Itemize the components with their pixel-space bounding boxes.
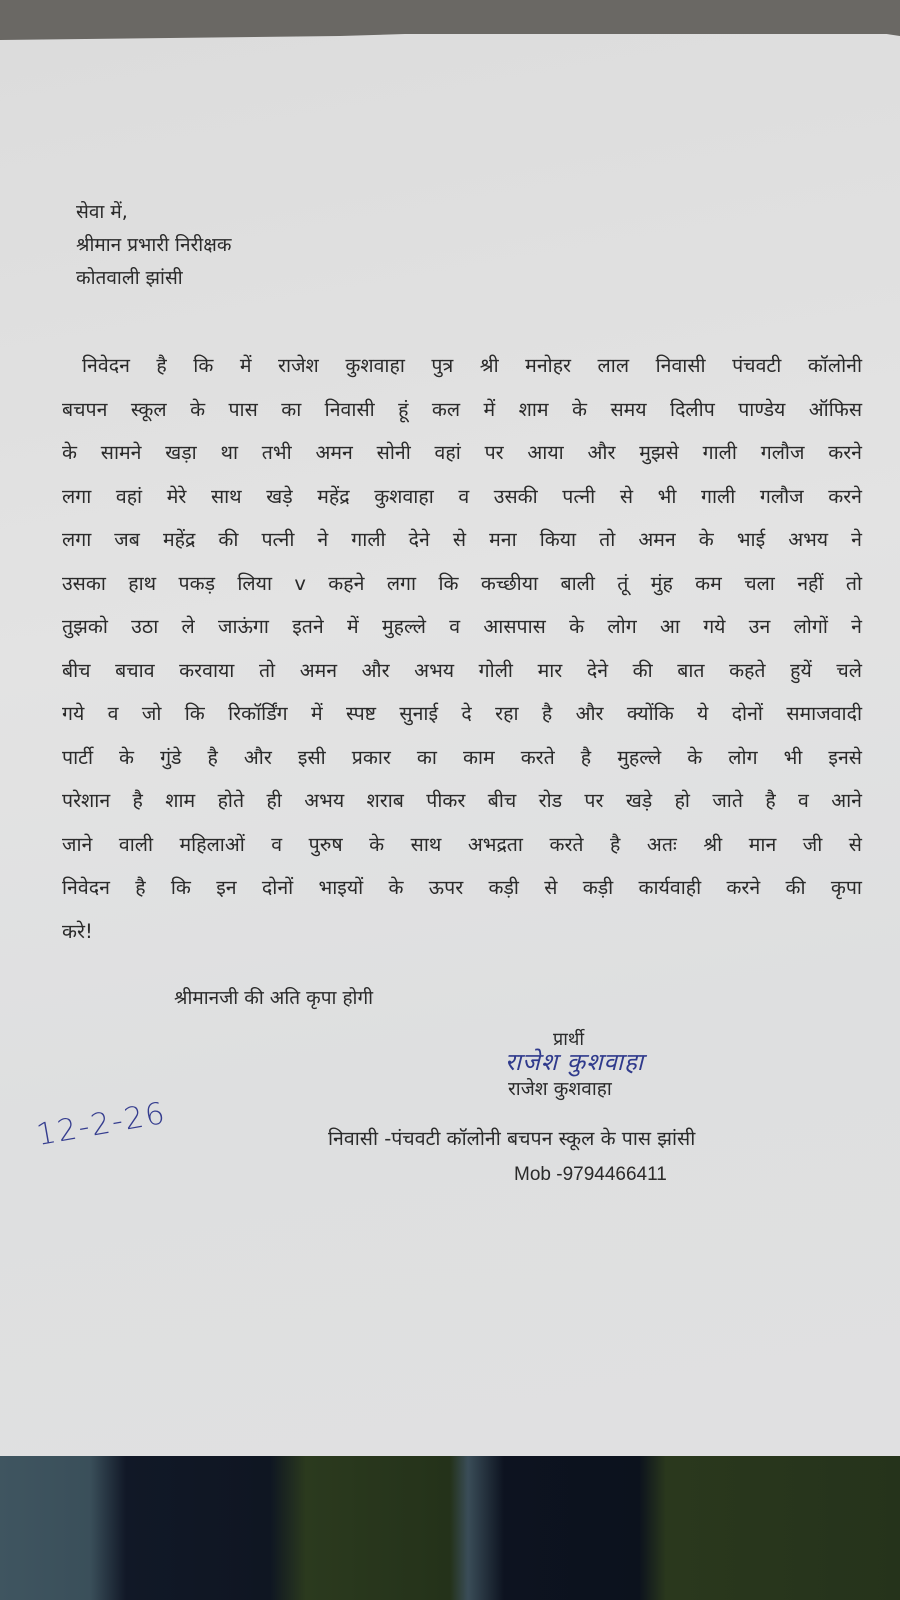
applicant-name: राजेश कुशवाहा (508, 1078, 612, 1100)
letter-body (62, 344, 862, 953)
body-line: करे! (62, 919, 93, 943)
body-line: के सामने खड़ा था तभी अमन सोनी वहां पर आया और मुझसे गाली गलौज करने (62, 441, 862, 464)
body-line: तुझको उठा ले जाऊंगा इतने में मुहल्ले व आसपास के लोग आ गये उन लोगों ने (62, 615, 862, 638)
body-line: निवेदन है कि इन दोनों भाइयों के ऊपर कड़ी से कड़ी कार्यवाही करने की कृपा (62, 876, 862, 899)
body-line: बीच बचाव करवाया तो अमन और अभय गोली मार देने की बात कहते हुयें चले (62, 658, 862, 682)
body-line: लगा वहां मेरे साथ खड़े महेंद्र कुशवाहा व उसकी पत्नी से भी गाली गलौज करने (62, 484, 862, 508)
handwritten-signature: राजेश कुशवाहा (505, 1048, 645, 1076)
handwritten-date: 12-2-26 (33, 1095, 170, 1153)
address-recipient: श्रीमान प्रभारी निरीक्षक (76, 234, 232, 256)
applicant-address: निवासी -पंचवटी कॉलोनी बचपन स्कूल के पास झांसी (328, 1127, 696, 1150)
address-station: कोतवाली झांसी (76, 267, 183, 289)
body-line: निवेदन है कि में राजेश कुशवाहा पुत्र श्री मनोहर लाल निवासी पंचवटी कॉलोनी (82, 354, 862, 377)
body-line: उसका हाथ पकड़ लिया v कहने लगा कि कच्छीया बाली तूं मुंह कम चला नहीं तो (62, 571, 862, 595)
body-line: बचपन स्कूल के पास का निवासी हूं कल में शाम के समय दिलीप पाण्डेय ऑफिस (62, 397, 862, 421)
closing-line: श्रीमानजी की अति कृपा होगी (174, 987, 374, 1009)
body-line: जाने वाली महिलाओं व पुरुष के साथ अभद्रता करते है अतः श्री मान जी से (62, 832, 862, 856)
body-line: लगा जब महेंद्र की पत्नी ने गाली देने से मना किया तो अमन के भाई अभय ने (62, 528, 862, 551)
address-salutation: सेवा में, (76, 201, 128, 223)
recipient-address (76, 196, 231, 295)
body-line: पार्टी के गुंडे है और इसी प्रकार का काम करते है मुहल्ले के लोग भी इनसे (62, 745, 862, 769)
applicant-label: प्रार्थी (553, 1029, 585, 1050)
applicant-mobile: Mob -9794466411 (514, 1164, 667, 1185)
body-line: परेशान है शाम होते ही अभय शराब पीकर बीच रोड पर खड़े हो जाते है व आने (62, 789, 862, 812)
body-line: गये व जो कि रिकॉर्डिंग में स्पष्ट सुनाई दे रहा है और क्योंकि ये दोनों समाजवादी (62, 702, 862, 725)
